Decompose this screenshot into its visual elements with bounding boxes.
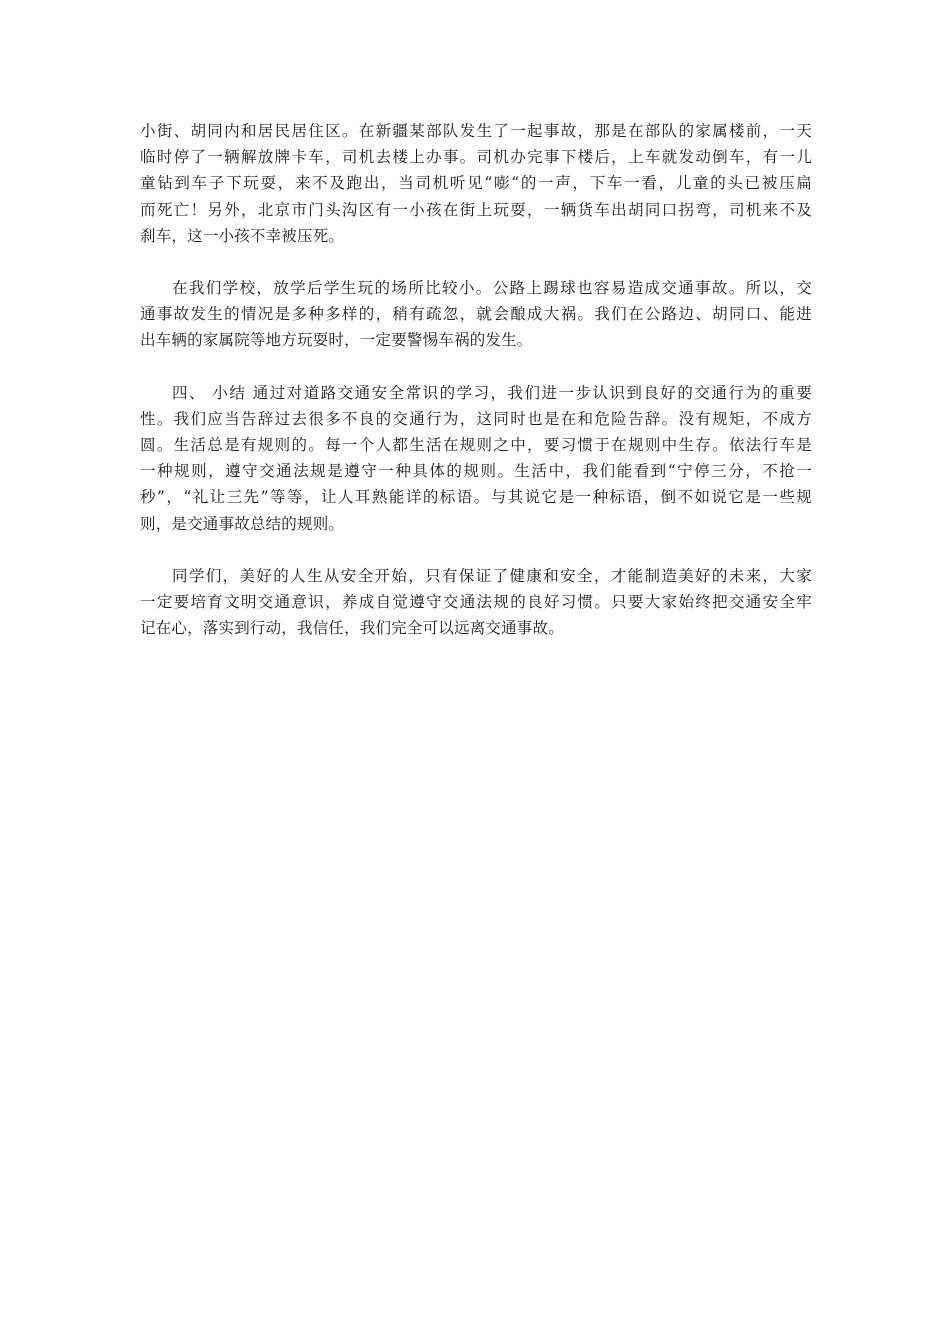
paragraph-accident-examples — [140, 118, 812, 249]
document-page — [140, 118, 812, 667]
text-line: 刹车，这一小孩不幸被压死。 — [140, 226, 345, 245]
text-line: 一种规则，遵守交通法规是遵守一种具体的规则。生活中，我们能看到“宁停三分，不抢一 — [140, 462, 812, 481]
text-line: 在我们学校，放学后学生玩的场所比较小。公路上踢球也容易造成交通事故。所以，交 — [172, 279, 812, 298]
text-line: 出车辆的家属院等地方玩耍时，一定要警惕车祸的发生。 — [140, 331, 533, 350]
text-line: 性。我们应当告辞过去很多不良的交通行为，这同时也是在和危险告辞。没有规矩，不成方 — [140, 409, 812, 428]
text-line: 记在心，落实到行动，我信任，我们完全可以远离交通事故。 — [140, 619, 564, 638]
text-line: 秒”，“礼让三先”等等，让人耳熟能详的标语。与其说它是一种标语，倒不如说它是一些规 — [140, 488, 812, 507]
text-line: 临时停了一辆解放牌卡车，司机去楼上办事。司机办完事下楼后，上车就发动倒车，有一儿 — [140, 148, 812, 167]
text-line: 则，是交通事故总结的规则。 — [140, 514, 345, 533]
paragraph-conclusion — [140, 563, 812, 642]
text-line: 四、 小结 通过对道路交通安全常识的学习，我们进一步认识到良好的交通行为的重要 — [172, 383, 812, 402]
text-line: 一定要培育文明交通意识，养成自觉遵守交通法规的良好习惯。只要大家始终把交通安全牢 — [140, 593, 812, 612]
paragraph-school — [140, 275, 812, 354]
text-line: 童钻到车子下玩耍，来不及跑出，当司机听见“嘭“的一声，下车一看，儿童的头已被压扁 — [140, 174, 812, 193]
text-line: 小街、胡同内和居民居住区。在新疆某部队发生了一起事故，那是在部队的家属楼前，一天 — [140, 122, 812, 140]
text-line: 通事故发生的情况是多种多样的，稍有疏忽，就会酿成大祸。我们在公路边、胡同口、能进 — [140, 305, 812, 324]
paragraph-summary — [140, 380, 812, 537]
text-line: 圆。生活总是有规则的。每一个人都生活在规则之中，要习惯于在规则中生存。依法行车是 — [140, 436, 812, 455]
text-line: 同学们，美好的人生从安全开始，只有保证了健康和安全，才能制造美好的未来，大家 — [172, 566, 812, 585]
text-line: 而死亡！另外，北京市门头沟区有一小孩在街上玩耍，一辆货车出胡同口拐弯，司机来不及 — [140, 200, 812, 219]
